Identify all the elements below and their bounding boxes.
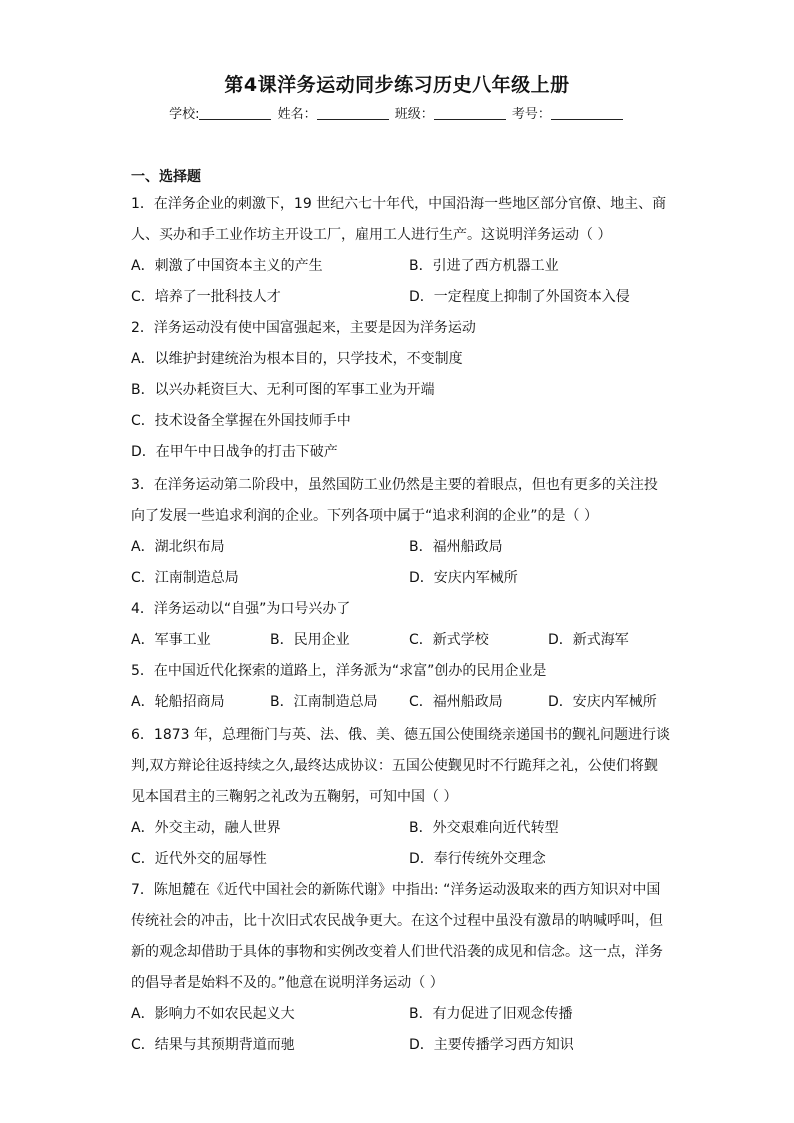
q3-option-c: C．江南制造总局 (131, 570, 239, 586)
question-3-line-2: 向了发展一些追求利润的企业。下列各项中属于“追求利润的企业”的是（ ） (131, 508, 598, 524)
class-label: 班级： (394, 107, 434, 122)
question-2-line-1: 2．洋务运动没有使中国富强起来，主要是因为洋务运动 (131, 320, 476, 336)
question-1-line-1: 1．在洋务企业的刺激下，19 世纪六七十年代，中国沿海一些地区部分官僚、地主、商 (131, 196, 667, 212)
q5-option-a: A．轮船招商局 (131, 694, 225, 710)
question-6-line-3: 见本国君主的三鞠躬之礼改为五鞠躬，可知中国（ ） (131, 789, 458, 805)
q1-option-b: B．引进了西方机器工业 (409, 258, 559, 274)
question-6-line-2: 判,双方辩论往返持续之久,最终达成协议：五国公使觐见时不行跪拜之礼，公使们将觐 (131, 758, 658, 774)
q2-option-d: D．在甲午中日战争的打击下破产 (131, 444, 338, 460)
question-7-line-4: 的倡导者是始料不及的。”他意在说明洋务运动（ ） (131, 975, 444, 991)
q7-option-a: A．影响力不如农民起义大 (131, 1006, 295, 1022)
q1-option-a: A．刺激了中国资本主义的产生 (131, 258, 323, 274)
question-7-line-3: 新的观念却借助于具体的事物和实例改变着人们世代沿袭的成见和信念。这一点，洋务 (131, 944, 663, 960)
name-blank[interactable] (317, 107, 389, 120)
q2-option-a: A．以维护封建统治为根本目的，只学技术，不变制度 (131, 351, 463, 367)
exam-number-blank[interactable] (551, 107, 623, 120)
q2-option-c: C．技术设备全掌握在外国技师手中 (131, 413, 351, 429)
question-3-line-1: 3．在洋务运动第二阶段中，虽然国防工业仍然是主要的着眼点，但也有更多的关注投 (131, 477, 658, 493)
class-blank[interactable] (434, 107, 506, 120)
q7-option-c: C．结果与其预期背道而驰 (131, 1037, 295, 1053)
question-6-line-1: 6．1873 年，总理衙门与英、法、俄、美、德五国公使围绕亲递国书的觐礼问题进行谈 (131, 727, 670, 743)
q7-option-d: D．主要传播学习西方知识 (409, 1037, 574, 1053)
q1-option-d: D．一定程度上抑制了外国资本入侵 (409, 289, 630, 305)
q6-option-c: C．近代外交的屈辱性 (131, 851, 267, 867)
exam-number-label: 考号： (511, 107, 551, 122)
school-label: 学校: (169, 107, 200, 122)
q7-option-b: B．有力促进了旧观念传播 (409, 1006, 573, 1022)
question-7-line-1: 7．陈旭麓在《近代中国社会的新陈代谢》中指出: “洋务运动汲取来的西方知识对中国 (131, 882, 661, 898)
school-blank[interactable] (199, 107, 271, 120)
q4-option-d: D．新式海军 (548, 632, 629, 648)
name-label: 姓名： (277, 107, 317, 122)
q5-option-b: B．江南制造总局 (270, 694, 378, 710)
q5-option-d: D．安庆内军械所 (548, 694, 657, 710)
q5-option-c: C．福州船政局 (409, 694, 503, 710)
student-info-row (0, 103, 794, 122)
question-1-line-2: 人、买办和手工业作坊主开设工厂，雇用工人进行生产。这说明洋务运动（ ） (131, 227, 612, 243)
q3-option-b: B．福州船政局 (409, 539, 503, 555)
q4-option-c: C．新式学校 (409, 632, 489, 648)
q6-option-b: B．外交艰难向近代转型 (409, 820, 559, 836)
q4-option-a: A．军事工业 (131, 632, 211, 648)
page-title: 第4课洋务运动同步练习历史八年级上册 (224, 74, 570, 96)
q3-option-a: A．湖北织布局 (131, 539, 225, 555)
q6-option-d: D．奉行传统外交理念 (409, 851, 546, 867)
question-4-line-1: 4．洋务运动以“自强”为口号兴办了 (131, 601, 351, 617)
q3-option-d: D．安庆内军械所 (409, 570, 518, 586)
question-5-line-1: 5．在中国近代化探索的道路上，洋务派为“求富”创办的民用企业是 (131, 663, 547, 679)
q4-option-b: B．民用企业 (270, 632, 350, 648)
q6-option-a: A．外交主动，融人世界 (131, 820, 281, 836)
section-title: 一、选择题 (131, 169, 201, 185)
q1-option-c: C．培养了一批科技人才 (131, 289, 281, 305)
question-7-line-2: 传统社会的冲击，比十次旧式农民战争更大。在这个过程中虽没有激昂的呐喊呼叫，但 (131, 913, 663, 929)
q2-option-b: B．以兴办耗资巨大、无利可图的军事工业为开端 (131, 382, 435, 398)
